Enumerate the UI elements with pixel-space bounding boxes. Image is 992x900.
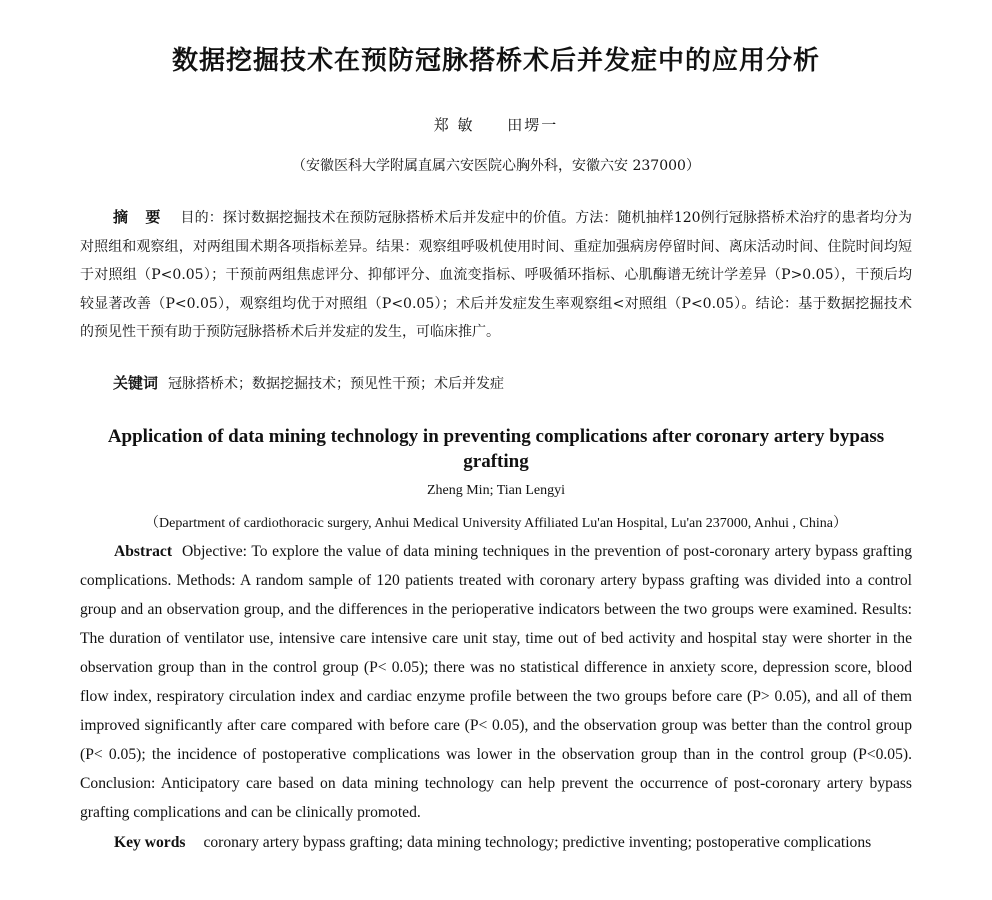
chinese-abstract-text: 目的：探讨数据挖掘技术在预防冠脉搭桥术后并发症中的价值。方法：随机抽样120例行冠脉搭桥术治疗的患者均分为对照组和观察组，对两组围术期各项指标差异。结果：观察组呼吸机使用时间、重症加强病房停留时间、离床活动时间、住院时间均短于对照组（P<0.05）；干预前两组焦虑评分、抑郁评分、血流变指标、呼吸循环指标、心肌酶谱无统计学差异（P>0.05），干预后均较显著改善（P<0.05），观察组均优于对照组（P<0.05）；术后并发症发生率观察组<对照组（P<0.05）。结论：基于数据挖掘技术的预见性干预有助于预防冠脉搭桥术后并发症的发生，可临床推广。: [80, 210, 912, 340]
english-title: Application of data mining technology in preventing complications after coronary artery bypass grafting: [107, 426, 885, 472]
chinese-keywords-label: 关键词: [113, 374, 159, 392]
english-keywords-label: Key words: [114, 834, 186, 851]
english-abstract-label: Abstract: [114, 543, 173, 560]
chinese-abstract: [80, 203, 912, 347]
chinese-title: 数据挖掘技术在预防冠脉搭桥术后并发症中的应用分析: [171, 46, 820, 76]
english-affiliation: （Department of cardiothoracic surgery, Anhui Medical University Affiliated Lu'an Hospital, Lu'an 237000, Anhui , China）: [145, 516, 847, 531]
chinese-authors: [0, 114, 992, 135]
chinese-affiliation: （安徽医科大学附属直属六安医院心胸外科，安徽六安 237000）: [292, 158, 700, 174]
english-keywords: [80, 828, 912, 857]
english-abstract: [80, 537, 912, 827]
author-1-cn: 郑 敏: [433, 116, 475, 134]
english-authors: Zheng Min; Tian Lengyi: [426, 483, 566, 498]
author-2-cn: 田塄一: [507, 116, 559, 134]
chinese-keywords: [113, 372, 913, 393]
english-keywords-text: coronary artery bypass grafting; data mining technology; predictive inventing; postoperative complications: [203, 834, 872, 851]
english-abstract-text: Objective: To explore the value of data mining techniques in the prevention of post-coronary artery bypass grafting complications. Methods: A random sample of 120 patients treated with coronary artery bypass grafting was divided into a control group and an observation group, and the differences in the perioperative indicators between the two groups were examined. Results: The duration of ventilator use, intensive care intensive care unit stay, time out of bed activity and hospital stay were shorter in the observation group than in the control group (P< 0.05); there was no statistical difference in anxiety score, depression score, blood flow index, respiratory circulation index and cardiac enzyme profile between the two groups before care (P> 0.05), and all of them improved significantly after care compared with before care (P< 0.05), and the observation group was better than the control group (P< 0.05); the incidence of postoperative complications was lower in the observation group than in the control group (P<0.05). Conclusion: Anticipatory care based on data mining technology can help prevent the occurrence of post-coronary artery bypass grafting complications and can be clinically promoted.: [80, 543, 912, 821]
chinese-keywords-text: 冠脉搭桥术；数据挖掘技术；预见性干预；术后并发症: [168, 376, 505, 392]
chinese-abstract-label: 摘 要: [113, 208, 167, 226]
